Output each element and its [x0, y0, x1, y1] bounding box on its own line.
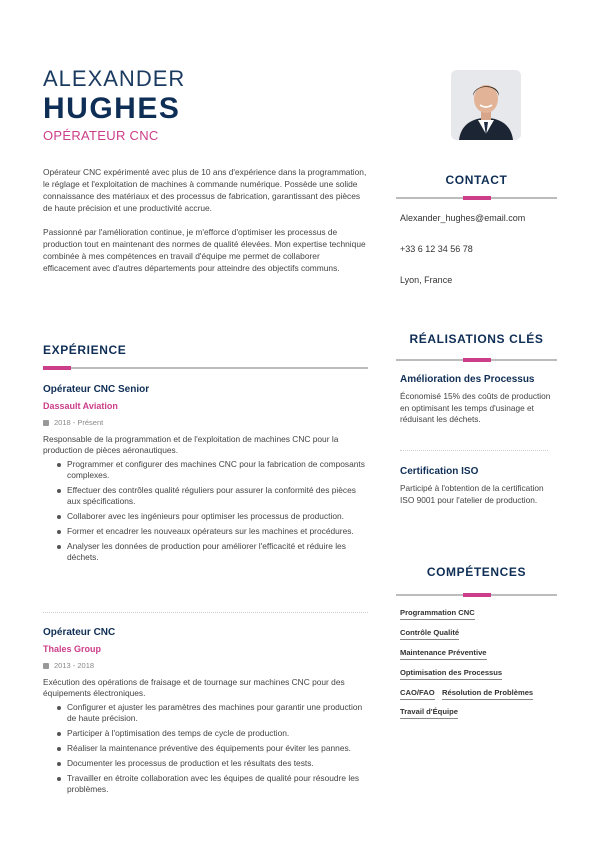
section-divider — [396, 359, 557, 361]
job-description: Responsable de la programmation et de l'exploitation de machines CNC pour la production de pièces aéronautiques. — [43, 434, 339, 455]
achievement-title: Amélioration des Processus — [400, 374, 535, 385]
list-item: Réaliser la maintenance préventive des équipements pour éviter les pannes. — [57, 743, 368, 754]
job-company: Thales Group — [43, 644, 102, 654]
skill-tag: CAO/FAO — [400, 688, 435, 700]
job-position: Opérateur CNC — [43, 627, 116, 638]
job-title: OPÉRATEUR CNC — [43, 128, 159, 143]
list-item: Programmer et configurer des machines CNC pour la fabrication de composants complexes. — [57, 459, 368, 481]
contact-heading: CONTACT — [445, 173, 508, 187]
job-entry — [43, 627, 368, 799]
achievements-heading: RÉALISATIONS CLÉS — [409, 332, 544, 346]
calendar-icon — [43, 663, 49, 669]
list-item: Effectuer des contrôles qualité réguliers pour assurer la conformité des pièces aux spécifications. — [57, 485, 368, 507]
list-item: Analyser les données de production pour améliorer l'efficacité et réduire les déchets. — [57, 541, 368, 563]
section-divider — [396, 594, 557, 596]
profile-summary — [43, 166, 368, 286]
skills-heading: COMPÉTENCES — [426, 565, 527, 579]
skill-tag: Travail d'Équipe — [400, 707, 458, 719]
job-bullets — [43, 702, 368, 795]
profile-photo — [451, 70, 521, 140]
calendar-icon — [43, 420, 49, 426]
contact-phone[interactable]: +33 6 12 34 56 78 — [400, 244, 473, 254]
skill-tag: Maintenance Préventive — [400, 648, 487, 660]
skill-tag: Contrôle Qualité — [400, 628, 459, 640]
job-bullets — [43, 459, 368, 563]
achievement-description: Économisé 15% des coûts de production en optimisant les temps d'usinage et réduisant les déchets. — [400, 391, 551, 424]
section-divider — [396, 197, 557, 199]
job-dates: 2013 - 2018 — [43, 661, 368, 670]
achievement-title: Certification ISO — [400, 466, 479, 477]
skill-tag: Optimisation des Processus — [400, 668, 502, 680]
list-item: Documenter les processus de production et les résultats des tests. — [57, 758, 368, 769]
achievement-description: Participé à l'obtention de la certification ISO 9001 pour l'atelier de production. — [400, 483, 544, 505]
contact-email[interactable]: Alexander_hughes@email.com — [400, 213, 526, 223]
job-description: Exécution des opérations de fraisage et de tournage sur machines CNC pour des équipements électroniques. — [43, 677, 345, 698]
list-item: Collaborer avec les ingénieurs pour optimiser les processus de production. — [57, 511, 368, 522]
contact-location: Lyon, France — [400, 275, 453, 285]
list-item: Configurer et ajuster les paramètres des machines pour garantir une production de haute précision. — [57, 702, 368, 724]
skill-tag: Programmation CNC — [400, 608, 475, 620]
job-position: Opérateur CNC Senior — [43, 384, 150, 395]
experience-heading: EXPÉRIENCE — [43, 343, 127, 357]
list-item: Travailler en étroite collaboration avec les équipes de qualité pour résoudre les problèmes. — [57, 773, 368, 795]
section-divider — [43, 367, 368, 369]
summary-paragraph: Opérateur CNC expérimenté avec plus de 10 ans d'expérience dans la programmation, le réglage et l'exploitation de machines à commande numérique. Possède une solide connaissance des matériaux et des processus de fabrication, garantissant des pièces de haute précision et une productivité accrue. — [43, 167, 367, 213]
job-entry — [43, 384, 368, 567]
skill-tag: Résolution de Problèmes — [442, 688, 533, 700]
list-item: Participer à l'optimisation des temps de cycle de production. — [57, 728, 368, 739]
summary-paragraph: Passionné par l'amélioration continue, je m'efforce d'optimiser les processus de production tout en maintenant des normes de qualité élevées. Mon expertise technique combinée à mes compétences en travail d'équipe me permet de collaborer efficacement avec d'autres départements pour atteindre des objectifs communs. — [43, 227, 366, 273]
achievement-separator — [400, 450, 548, 451]
job-company: Dassault Aviation — [43, 401, 118, 411]
last-name: HUGHES — [43, 92, 181, 125]
first-name: ALEXANDER — [43, 66, 186, 91]
list-item: Former et encadrer les nouveaux opérateurs sur les machines et procédures. — [57, 526, 368, 537]
job-separator — [43, 612, 368, 613]
job-dates: 2018 - Présent — [43, 418, 368, 427]
